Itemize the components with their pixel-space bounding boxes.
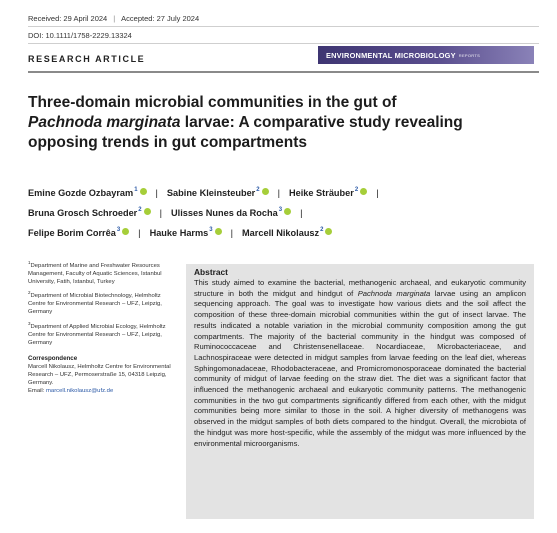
affiliations-column — [28, 259, 178, 395]
journal-name: ENVIRONMENTAL MICROBIOLOGY — [326, 50, 456, 60]
abstract-text-2: larvae using an amplicon sequencing approach. The goal was to investigate how various diets and the soil affect the composition of these three-domain microbial communities within the gut of insect larvae. The results indicated a notable variation in the microbial community composition among the gut compartments. The majority of the bacterial community in the hindgut was composed of Ruminococcaceae and Christensenellaceae. Nocardiaceae, Microbacteriaceae, and Lachnospiraceae were detected in midgut samples from larvae feeding on the leaf diet, whereas Sphingomonadaceae, Rhodobacteraceae, and Promicromonosporaceae dominated the bacterial community of midgut of larvae feeding on the straw diet. The diet was a significant factor that influenced the methanogenic archaeal and eukaryotic community patterns. The methanogenic communities in the two gut compartments significantly differed from each other, with the midgut communities being more similar to those in the soil. A higher diversity of methanogens was observed in the midgut samples of both diets compared to the hindgut. Overall, the microbiota of the hindgut was more host-specific, while the assembly of the midgut was more influenced by the environmental microorganisms. — [194, 288, 526, 448]
orcid-icon[interactable] — [215, 228, 222, 235]
author-affiliation-ref: 2 — [354, 187, 359, 193]
author-line — [28, 223, 538, 243]
orcid-icon[interactable] — [325, 228, 332, 235]
affiliation-text: Department of Marine and Freshwater Resources Management, Faculty of Aquatic Sciences, Istanbul University, Fatih, Istanbul, Turkey — [28, 262, 162, 286]
journal-banner-logo — [318, 46, 534, 64]
title-part-1: Three-domain microbial communities in the gut of — [28, 94, 397, 111]
author-affiliation-ref: 1 — [134, 187, 138, 193]
author[interactable] — [150, 228, 222, 238]
publication-dates — [28, 14, 199, 23]
abstract-heading: Abstract — [194, 267, 228, 277]
affiliation — [28, 320, 178, 347]
author[interactable] — [289, 188, 367, 198]
received-date: Received: 29 April 2024 — [28, 14, 108, 23]
author-affiliation-ref: 2 — [320, 227, 324, 233]
orcid-icon[interactable] — [360, 188, 367, 195]
author[interactable] — [171, 208, 291, 218]
author-affiliation-ref: 3 — [278, 207, 283, 213]
journal-section: REPORTS — [458, 52, 481, 58]
author-name: Ulisses Nunes da Rocha — [171, 208, 278, 218]
affiliation — [28, 259, 178, 286]
header-divider — [28, 26, 539, 27]
author[interactable] — [28, 188, 147, 198]
title-species: Pachnoda marginata — [28, 114, 181, 131]
orcid-icon[interactable] — [122, 228, 129, 235]
orcid-icon[interactable] — [262, 188, 269, 195]
author-separator: | — [376, 188, 379, 198]
author-separator: | — [277, 188, 280, 198]
affiliation — [28, 289, 178, 316]
author-name: Marcell Nikolausz — [242, 228, 320, 238]
orcid-icon[interactable] — [144, 208, 151, 215]
affiliation-number: 3 — [28, 320, 31, 326]
author-name: Felipe Borim Corrêa — [28, 228, 116, 238]
correspondence-heading: Correspondence — [28, 354, 78, 362]
correspondence-email-line — [28, 387, 178, 395]
article-title — [28, 93, 528, 153]
author[interactable] — [28, 208, 151, 218]
title-part-2: larvae: A comparative study revealing opposing trends in gut compartments — [28, 114, 463, 151]
abstract-species: Pachnoda marginata — [357, 288, 431, 298]
author-line — [28, 183, 538, 203]
author[interactable] — [167, 188, 269, 198]
author-name: Bruna Grosch Schroeder — [28, 208, 138, 218]
author-affiliation-ref: 2 — [256, 187, 260, 193]
affiliation-text: Department of Microbial Biotechnology, Helmholtz Centre for Environmental Research – UFZ, Leipzig, Germany — [28, 293, 162, 316]
author-separator: | — [159, 208, 162, 218]
abstract-box — [186, 264, 534, 519]
doi[interactable]: DOI: 10.1111/1758-2229.13324 — [28, 31, 132, 40]
abstract-text-1: This study aimed to examine the bacterial, methanogenic archaeal, and eukaryotic community structure in both the midgut and hindgut of — [194, 278, 526, 298]
author[interactable] — [242, 228, 332, 238]
abstract-body — [194, 278, 526, 449]
author-separator: | — [138, 228, 141, 238]
author-separator: | — [300, 208, 303, 218]
author-name: Heike Sträuber — [288, 188, 354, 198]
orcid-icon[interactable] — [140, 188, 147, 195]
author-list — [28, 183, 538, 243]
affiliation-number: 1 — [28, 260, 31, 265]
date-separator: | — [113, 14, 116, 23]
author-affiliation-ref: 2 — [138, 207, 142, 213]
article-type-label: RESEARCH ARTICLE — [28, 54, 146, 64]
orcid-icon[interactable] — [284, 208, 291, 215]
email-label: Email: — [28, 388, 47, 395]
section-divider — [28, 71, 539, 73]
author[interactable] — [28, 228, 129, 238]
author-separator: | — [155, 188, 158, 198]
accepted-date: Accepted: 27 July 2024 — [121, 14, 200, 23]
author-line — [28, 203, 538, 223]
affiliation-text: Department of Applied Microbial Ecology, Helmholtz Centre for Environmental Research – UFZ, Leipzig, Germany — [28, 323, 166, 346]
author-name: Sabine Kleinsteuber — [166, 188, 256, 198]
author-name: Hauke Harms — [149, 228, 209, 238]
email-link[interactable]: marcell.nikolausz@ufz.de — [46, 388, 114, 395]
author-name: Emine Gozde Ozbayram — [28, 188, 134, 198]
doi-divider — [28, 43, 539, 44]
correspondence-text: Marcell Nikolausz, Helmholtz Centre for Environmental Research – UFZ, Permoserstraße 15, 04318 Leipzig, Germany. — [28, 363, 171, 387]
affiliation-number: 2 — [28, 290, 31, 296]
author-separator: | — [230, 228, 234, 238]
author-affiliation-ref: 3 — [116, 227, 121, 233]
author-affiliation-ref: 3 — [209, 227, 213, 233]
